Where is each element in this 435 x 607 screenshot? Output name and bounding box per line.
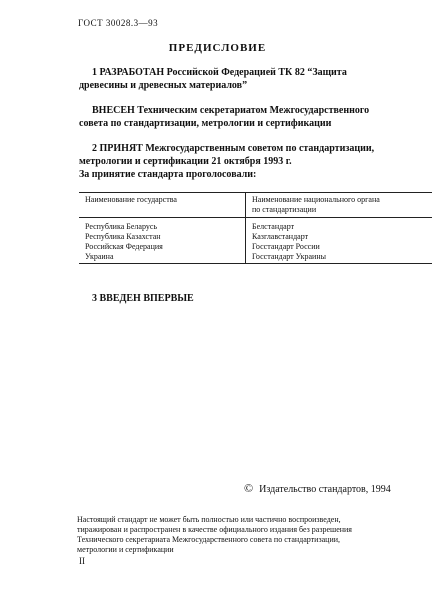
header-state-name: Наименование государства xyxy=(79,193,246,218)
section-3-number: 3 xyxy=(92,293,97,304)
section-3 xyxy=(92,292,194,305)
table-row xyxy=(79,242,432,252)
section-1-line-2: древесины и древесных материалов” xyxy=(79,80,248,91)
table-row xyxy=(79,252,432,264)
state-cell: Республика Беларусь xyxy=(79,218,246,233)
body-cell: Казглавстандарт xyxy=(252,232,309,241)
document-code-header: ГОСТ 30028.3—93 xyxy=(78,18,159,28)
table-row xyxy=(79,218,432,233)
copyright-text: Издательство стандартов, 1994 xyxy=(259,484,391,495)
section-1b-line-2: совета по стандартизации, метрологии и сертификации xyxy=(79,118,332,129)
state-cell: Украина xyxy=(79,252,246,264)
state-cell: Республика Казахстан xyxy=(79,232,246,242)
body-cell: Госстандарт России xyxy=(252,242,320,251)
section-1b-line-1: ВНЕСЕН Техническим секретариатом Межгосударственного xyxy=(92,105,370,116)
states-table xyxy=(79,192,432,264)
section-1-number: 1 xyxy=(92,67,97,78)
copyright-line xyxy=(244,481,391,496)
section-2-line-1 xyxy=(92,142,374,155)
body-cell: Белстандарт xyxy=(252,222,295,231)
notice-line-4: метрологии и сертификации xyxy=(77,545,174,554)
voting-intro: За принятие стандарта проголосовали: xyxy=(79,169,257,180)
notice-line-1: Настоящий стандарт не может быть полностью или частично воспроизведен, xyxy=(77,515,341,524)
header-national-body-line-1: Наименование национального органа xyxy=(252,195,380,204)
reproduction-notice xyxy=(77,515,352,555)
page-number: II xyxy=(79,556,85,566)
state-cell: Российская Федерация xyxy=(79,242,246,252)
section-3-text: ВВЕДЕН ВПЕРВЫЕ xyxy=(99,293,194,304)
copyright-symbol: © xyxy=(244,481,254,495)
notice-line-2: тиражирован и распространен в качестве официального издания без разрешения xyxy=(77,525,352,534)
header-national-body xyxy=(246,193,433,218)
section-2-line-2: метрологии и сертификации 21 октября 1993 г. xyxy=(79,156,292,167)
page-title: ПРЕДИСЛОВИЕ xyxy=(168,42,267,54)
section-2-number: 2 xyxy=(92,143,97,154)
section-1-text: РАЗРАБОТАН Российской Федерацией ТК 82 “Защита xyxy=(99,67,347,78)
header-national-body-line-2: по стандартизации xyxy=(252,205,317,214)
section-1-line-1 xyxy=(92,66,347,79)
section-2-text: ПРИНЯТ Межгосударственным советом по стандартизации, xyxy=(99,143,375,154)
table-header-row xyxy=(79,193,432,218)
body-cell: Госстандарт Украины xyxy=(246,252,433,264)
table-row xyxy=(79,232,432,242)
notice-line-3: Технического секретариата Межгосударственного совета по стандартизации, xyxy=(77,535,341,544)
